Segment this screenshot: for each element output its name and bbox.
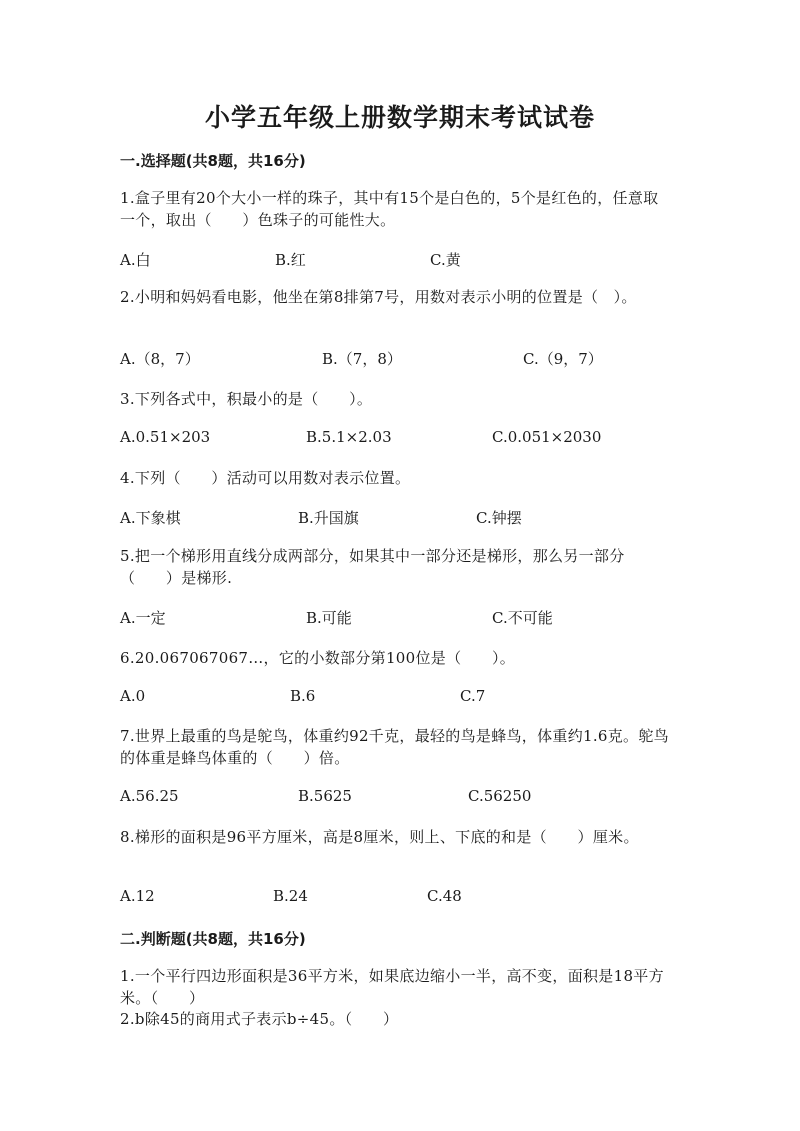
question-3: 3.下列各式中，积最小的是（ ）。 [120,390,373,408]
judgement-2: 2.b除45的商用式子表示b÷45。（ ） [120,1010,399,1028]
option-4c: C.钟摆 [476,509,522,527]
option-3a: A.0.51×203 [120,428,211,446]
option-8c: C.48 [427,887,462,905]
option-2a: A.（8，7） [120,350,200,368]
option-4a: A.下象棋 [120,509,181,527]
question-4: 4.下列（ ）活动可以用数对表示位置。 [120,469,411,487]
option-5c: C.不可能 [492,609,553,627]
option-7c: C.56250 [468,787,532,805]
page-title: 小学五年级上册数学期末考试试卷 [204,103,595,132]
option-6c: C.7 [460,687,486,705]
section-heading-choice: 一.选择题(共8题，共16分) [120,152,306,170]
option-1a: A.白 [120,251,151,269]
option-4b: B.升国旗 [298,509,359,527]
judgement-1: 1.一个平行四边形面积是36平方米，如果底边缩小一半，高不变，面积是18平方米。（ ） [120,967,664,1007]
option-1c: C.黄 [430,251,461,269]
option-6a: A.0 [120,687,146,705]
option-5a: A.一定 [120,609,166,627]
option-7b: B.5625 [298,787,352,805]
option-8a: A.12 [120,887,155,905]
option-8b: B.24 [273,887,308,905]
question-6: 6.20.067067067…，它的小数部分第100位是（ ）。 [120,649,516,667]
question-5: 5.把一个梯形用直线分成两部分，如果其中一部分还是梯形，那么另一部分（ ）是梯形. [120,547,625,587]
option-2c: C.（9，7） [523,350,603,368]
option-2b: B.（7，8） [322,350,402,368]
option-3c: C.0.051×2030 [492,428,602,446]
option-1b: B.红 [275,251,306,269]
question-2: 2.小明和妈妈看电影，他坐在第8排第7号，用数对表示小明的位置是（ ）。 [120,288,637,306]
option-3b: B.5.1×2.03 [306,428,392,446]
option-6b: B.6 [290,687,316,705]
question-8: 8.梯形的面积是96平方厘米，高是8厘米，则上、下底的和是（ ）厘米。 [120,828,639,846]
option-5b: B.可能 [306,609,352,627]
option-7a: A.56.25 [120,787,179,805]
question-7: 7.世界上最重的鸟是鸵鸟，体重约92千克，最轻的鸟是蜂鸟，体重约1.6克。鸵鸟的体重是蜂鸟体重的（ ）倍。 [120,727,669,767]
question-1: 1.盒子里有20个大小一样的珠子，其中有15个是白色的，5个是红色的，任意取一个，取出（ ）色珠子的可能性大。 [120,189,659,229]
section-heading-judgement: 二.判断题(共8题，共16分) [120,930,306,948]
